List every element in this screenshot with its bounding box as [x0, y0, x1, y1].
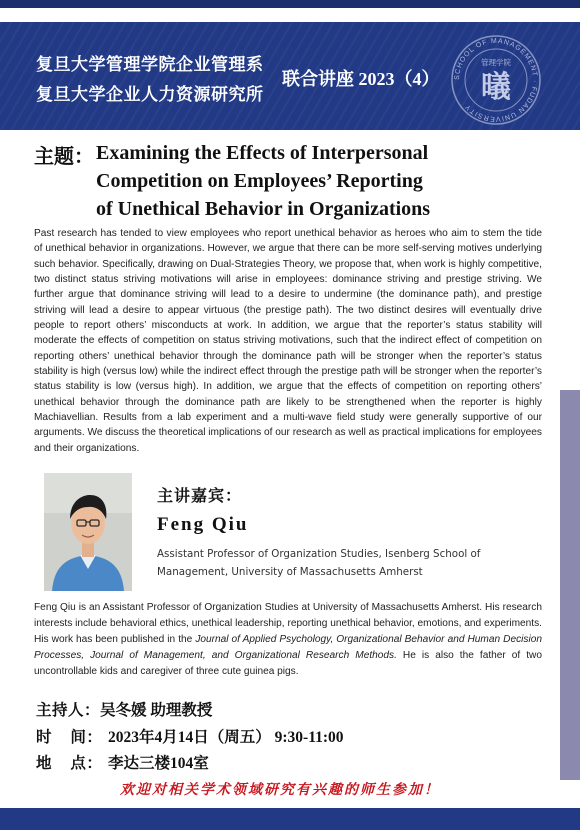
time-label: 时 间：	[36, 729, 103, 746]
svg-text:㬢: 㬢	[481, 70, 511, 105]
speaker-name: Feng Qiu	[157, 514, 249, 535]
speaker-bio	[34, 600, 542, 680]
speaker-affiliation: Assistant Professor of Organization Studies, Isenberg School of Management, University of Massachusetts Amherst	[157, 548, 481, 578]
footer-bar	[0, 808, 580, 830]
lecture-title	[96, 139, 556, 223]
lecture-title-line-3: of Unethical Behavior in Organizations	[96, 198, 431, 220]
lecture-title-line-2: Competition on Employees’ Reporting	[96, 170, 423, 192]
department-name: 复旦大学管理学院企业管理系	[36, 55, 264, 74]
place-row	[36, 751, 209, 773]
speaker-label: 主讲嘉宾：	[157, 488, 243, 505]
speaker-photo	[44, 473, 132, 591]
fudan-management-seal-logo	[450, 34, 542, 126]
svg-text:SCHOOL OF MANAGEMENT · FUDAN U: SCHOOL OF MANAGEMENT · FUDAN UNIVERSITY	[453, 37, 539, 123]
lecture-series-title: 联合讲座 2023（4）	[282, 69, 440, 89]
bio-journals: Journal of Applied Psychology, Organizational Behavior and Human Decision Processes, Journal of Management, and Organizational Research Methods.	[34, 634, 542, 661]
bio-text-part-1: Feng Qiu is an Assistant Professor of Organization Studies at University of Massachusetts Amherst. His research interests include behavioral ethics, unethical leadership, reporting unethical behavior, emotions, and experiments. His work has been published in the	[34, 602, 542, 645]
top-rule	[0, 0, 580, 8]
time-value: 2023年4月14日（周五） 9:30-11:00	[108, 729, 344, 746]
place-value: 李达三楼104室	[108, 755, 209, 772]
abstract-paragraph: Past research has tended to view employees who report unethical behavior as heroes who aim to stem the tide of unethical behavior in organizations. However, we argue that there can be more self-serving motives underlying such behavior. Specifically, drawing on Dual-Strategies Theory, we propose that, when work is highly competitive, two distinct status striving motivations will arise in employees: dominance striving and prestige striving. We further argue that dominance striving will lead to a desire to undermine (the dominance path), and prestige striving will lead a desire to appear virtuous (the prestige path). The two distinct desires will eventually drive people to report others’ misconducts at work. In addition, we argue that the reporter’s status stability will moderate the effects of competition on status striving motivations, such that the indirect effect of competition on reporting others’ unethical behavior through the dominance path will be stronger when the reporter’s status stability is high (versus low) while the indirect effect through the prestige path will be stronger when the reporter’s status stability is low (versus high). In addition, we argue that the effects of competition on reporting others’ unethical behavior through the dominance path are likely to be strengthened when the reporter is highly Machiavellian. Results from a lab experiment and a multi-wave field study were generally supportive of our arguments. We discuss the theoretical implications of our research as well as practical implications for employees and their organizations.	[34, 228, 542, 454]
place-label: 地 点：	[36, 755, 103, 772]
svg-text:管理学院: 管理学院	[481, 58, 511, 67]
lecture-title-line-1: Examining the Effects of Interpersonal	[96, 142, 429, 164]
host-label: 主持人：	[36, 702, 101, 719]
host-value: 吴冬媛 助理教授	[100, 702, 213, 719]
time-row	[36, 725, 344, 747]
institute-name: 复旦大学企业人力资源研究所	[36, 85, 264, 104]
header-banner	[0, 22, 580, 130]
topic-label: 主题：	[34, 146, 94, 168]
bio-text-part-2: He is also the father of two uncontrollable kids and caregiver of three cute guinea pigs.	[34, 650, 542, 677]
decorative-side-band	[560, 390, 580, 780]
invitation-text: 欢迎对相关学术领域研究有兴趣的师生参加！	[120, 782, 440, 798]
host-row	[36, 698, 212, 720]
